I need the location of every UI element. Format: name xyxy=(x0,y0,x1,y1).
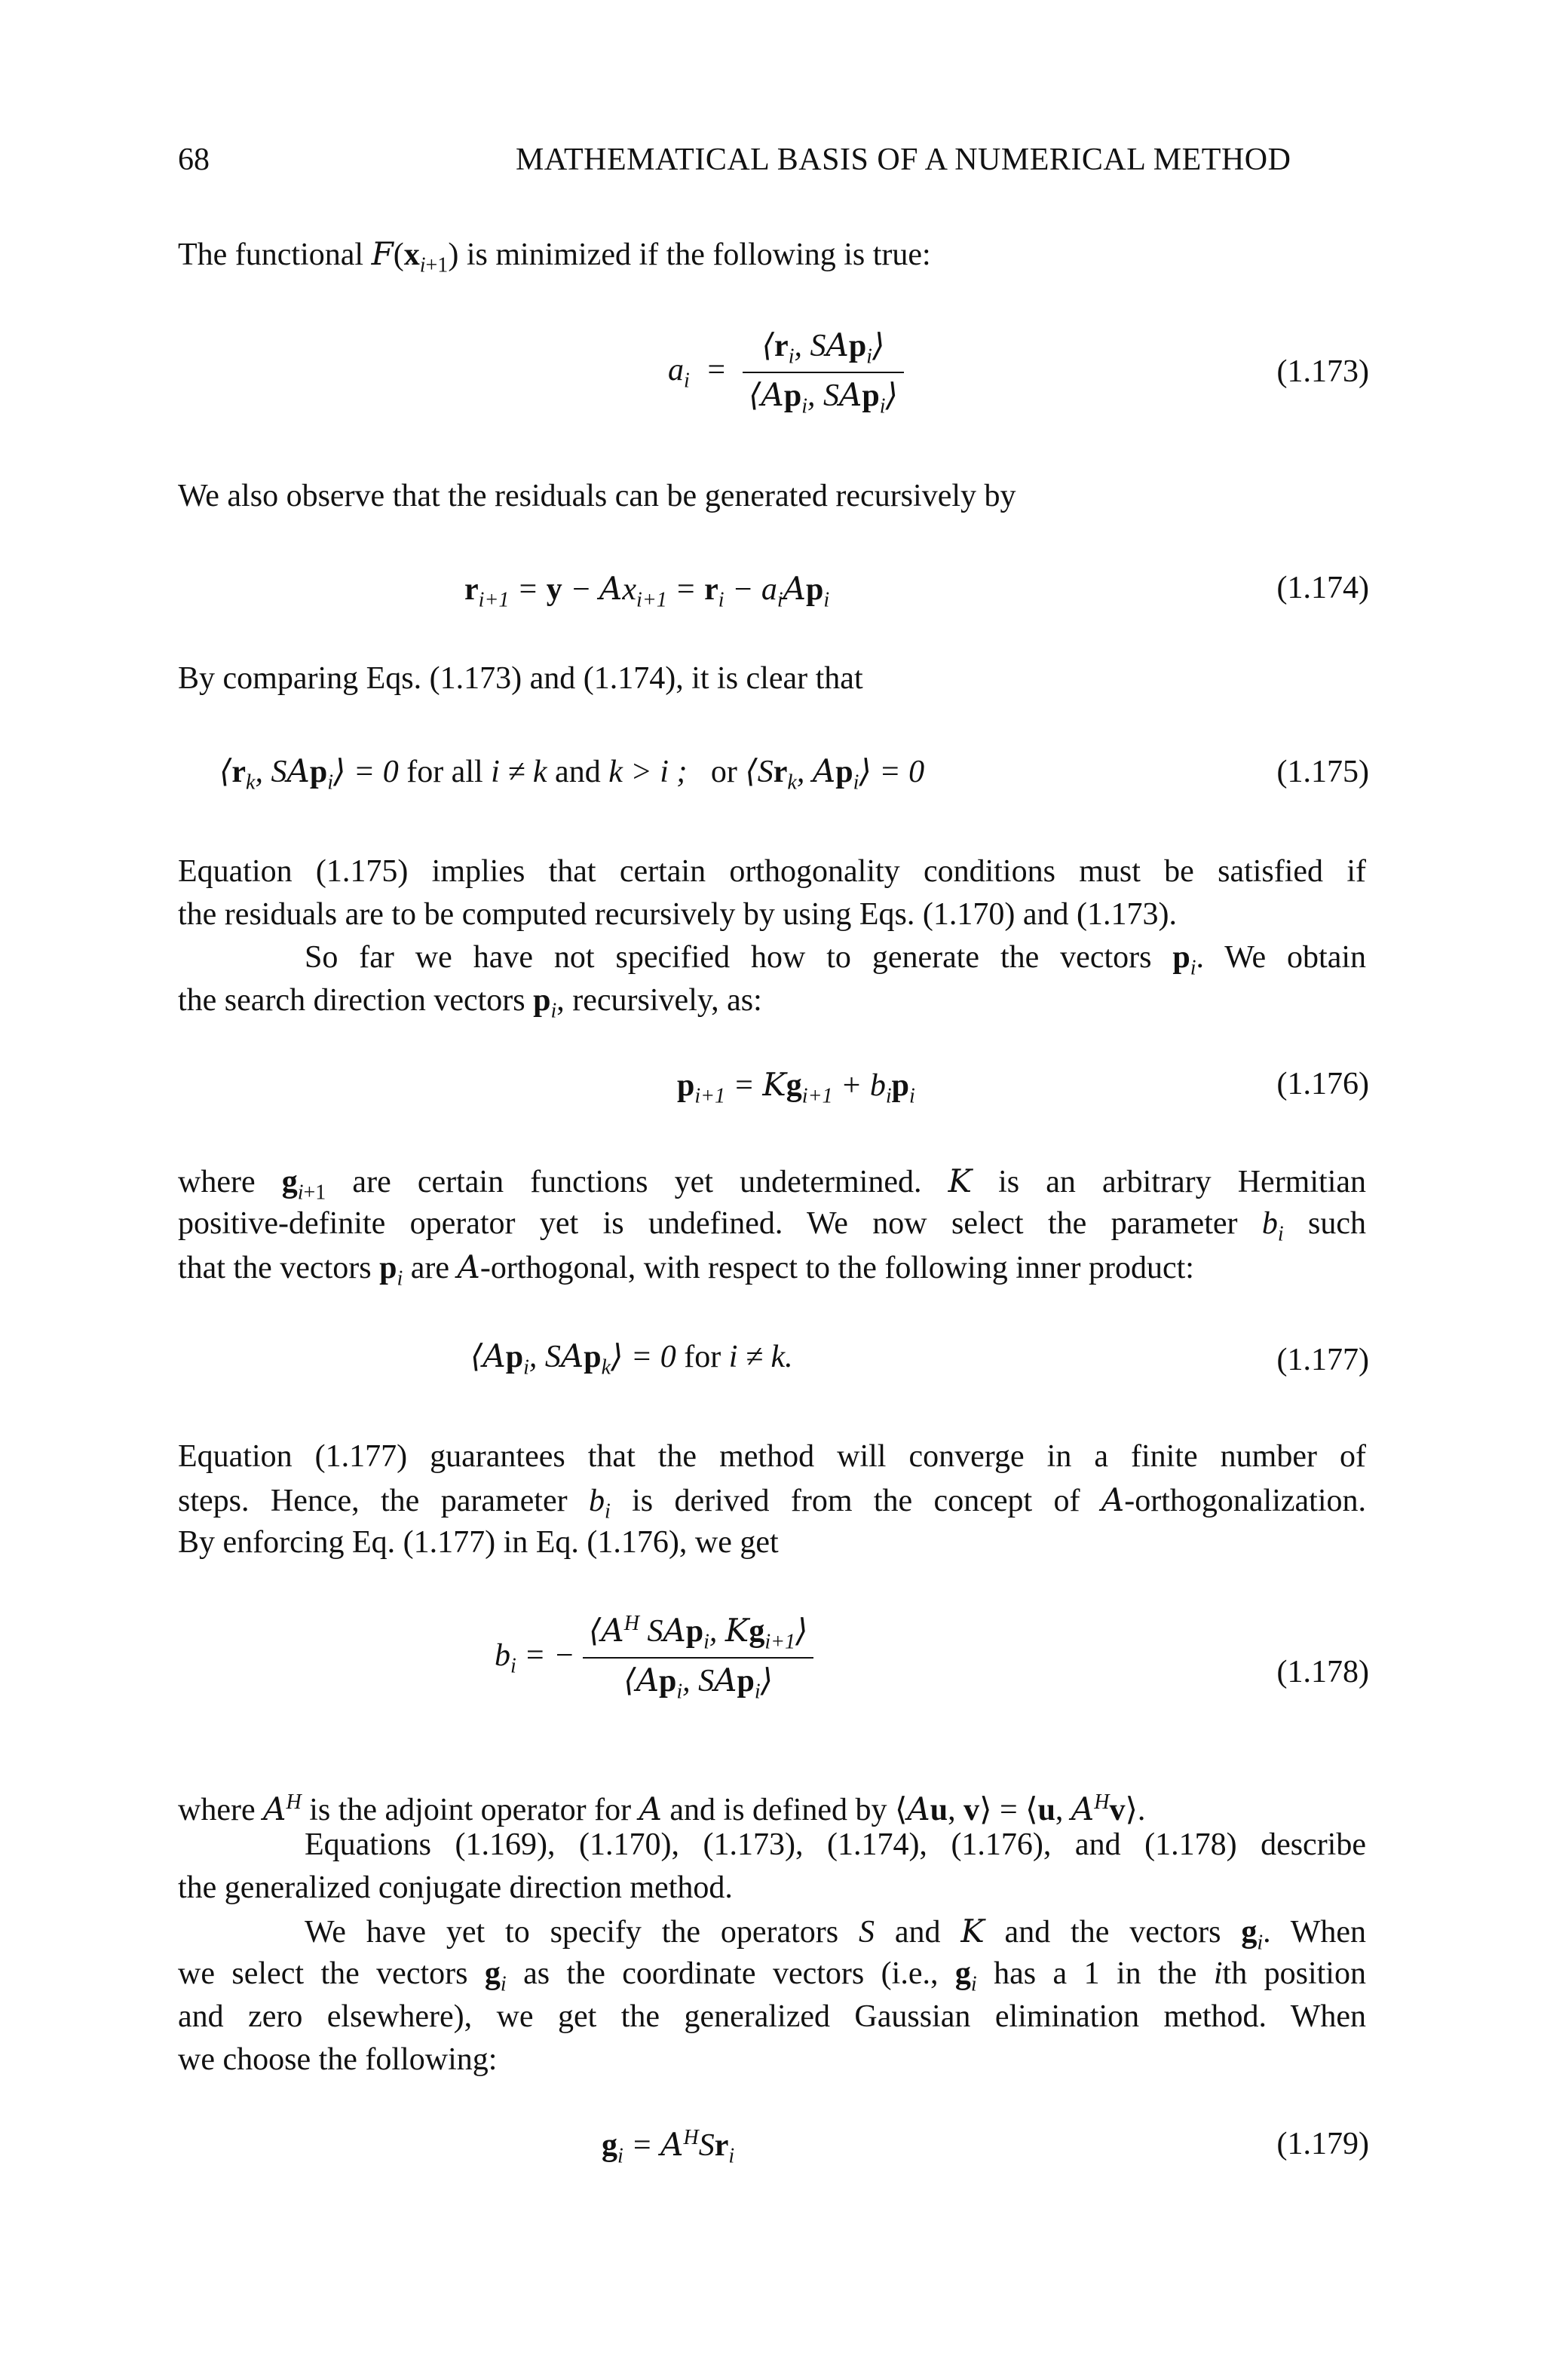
text-span: steps. Hence, the parameter xyxy=(178,1484,589,1518)
text-span: and is defined by xyxy=(661,1793,895,1827)
equation-1-173: $a_i$ = $\frac{⟨r_i, SAp_i⟩}{⟨Ap_i, SAp_i⟩}$ (1.173) xyxy=(668,326,1369,418)
page-header xyxy=(178,142,1346,187)
text-line: the generalized conjugate direction method. xyxy=(178,1870,733,1905)
text-span: for all xyxy=(398,755,492,789)
text-span: are certain functions yet undetermined. xyxy=(326,1165,948,1199)
text-span: is an arbitrary Hermitian xyxy=(972,1165,1367,1199)
text-span: So far we have not specified how to generate the vectors xyxy=(305,940,1173,975)
text-line: and zero elsewhere), we get the generalized Gaussian elimination method. When xyxy=(178,1999,1366,2034)
equation-1-178: $b_i$ = − $\frac{⟨A^H SAp_i, Kg_{i+1}⟩}{⟨Ap_i, SAp_i⟩}$ (1.178) xyxy=(495,1612,1369,1704)
equation-1-179: $g_i = A^HSr_i$ (1.179) xyxy=(602,2126,1369,2168)
text-span: . When xyxy=(1263,1915,1366,1950)
page-number: 68 xyxy=(178,142,210,177)
equation-number: (1.178) xyxy=(1276,1655,1369,1689)
text-line: By comparing Eqs. (1.173) and (1.174), it is clear that xyxy=(178,661,863,696)
text-span: The functional xyxy=(178,237,372,272)
text-line: Equations (1.169), (1.170), (1.173), (1.174), (1.176), and (1.178) describe xyxy=(305,1827,1366,1862)
text-span: for xyxy=(684,1340,729,1374)
text-line: We also observe that the residuals can be generated recursively by xyxy=(178,479,1016,513)
paragraph-9 xyxy=(178,1824,1366,1910)
equation-1-175: $⟨r_k$, SAp$_i$⟩ = 0 for all i ≠ k and k > i ; or $⟨Sr_k$, $Ap_i⟩ = 0$ (1.175) xyxy=(219,752,1369,795)
text-span: . We obtain xyxy=(1196,940,1367,975)
text-span: is minimized if the following is true: xyxy=(458,237,931,272)
paragraph-8: where $A^H$ is the adjoint operator for A and is defined by ⟨Au, v⟩ = ⟨u, $A^Hv⟩$. xyxy=(178,1790,1146,1827)
paragraph-5: So far we have not specified how to generate the vectors $p_i$. We obtain the search direction vectors $p_i$, recursively, as: xyxy=(178,940,1367,1023)
text-span: positive-definite operator yet is undefined. We now select the parameter xyxy=(178,1206,1262,1241)
text-span: as the coordinate vectors (i.e., xyxy=(506,1956,955,1991)
equation-number: (1.174) xyxy=(1276,571,1369,605)
paragraph-4 xyxy=(178,850,1366,936)
text-line: the residuals are to be computed recursively by using Eqs. (1.170) and (1.173). xyxy=(178,897,1177,932)
paragraph-10: We have yet to specify the operators S and K and the vectors $g_i$. When we select the vectors $g_i$ as the coordinate vectors (i.e., $g_i$ has a 1 in the ith position and zero elsewhere), we get the generalized Gaussian elimination method. When we choose the following: xyxy=(178,1910,1366,2081)
text-span: is the adjoint operator for xyxy=(301,1793,639,1827)
text-span: is derived from the concept of xyxy=(610,1484,1101,1518)
text-span: we select the vectors xyxy=(178,1956,485,1991)
running-head: MATHEMATICAL BASIS OF A NUMERICAL METHOD xyxy=(516,142,1291,177)
text-span: We have yet to specify the operators xyxy=(305,1915,859,1950)
equation-number: (1.175) xyxy=(1276,755,1369,789)
equation-number: (1.177) xyxy=(1276,1343,1369,1377)
paragraph-6: where $g_{i+1}$ are certain functions yet undetermined. K is an arbitrary Hermitian positive-definite operator yet is undefined. We now select the parameter $b_i$ such that the vectors $p_i$ are A-orthogonal, with respect to the following inner product: xyxy=(178,1162,1367,1291)
text-span: th position xyxy=(1222,1956,1366,1991)
paragraph-1: The functional $F(x_{i+1})$ is minimized if the following is true: xyxy=(178,235,931,277)
text-span: and the vectors xyxy=(984,1915,1242,1950)
text-span: -orthogonal, with respect to the following inner product: xyxy=(479,1251,1194,1285)
text-span: , recursively, as: xyxy=(556,983,762,1018)
text-span: and xyxy=(874,1915,961,1950)
paragraph-2 xyxy=(178,475,1366,518)
text-span: or xyxy=(710,755,737,789)
equation-number: (1.176) xyxy=(1276,1067,1369,1101)
paragraph-7: Equation (1.177) guarantees that the method will converge in a finite number of steps. Hence, the parameter $b_i$ is derived from the concept of A-orthogonalization. By enforcing Eq. (1.177) in Eq. (1.176), we get xyxy=(178,1435,1366,1564)
equation-1-176: $p_{i+1} = Kg_{i+1} + b_ip_i$ (1.176) xyxy=(677,1066,1369,1108)
text-span: are xyxy=(403,1251,458,1285)
text-span: the search direction vectors xyxy=(178,983,534,1018)
text-line: we choose the following: xyxy=(178,2042,498,2077)
equation-number: (1.179) xyxy=(1276,2127,1369,2161)
text-span: where xyxy=(178,1165,282,1199)
equation-1-174: $r_{i+1} = y - Ax_{i+1} = r_i - a_iAp_i$ (1.174) xyxy=(464,570,1369,612)
text-line: Equation (1.177) guarantees that the method will converge in a finite number of xyxy=(178,1439,1366,1474)
text-span: that the vectors xyxy=(178,1251,380,1285)
text-span: where xyxy=(178,1793,264,1827)
equation-1-177: $⟨Ap_i$, SAp$_k$⟩ = 0 for i ≠ k. (1.177) xyxy=(470,1337,1369,1380)
text-line: Equation (1.175) implies that certain orthogonality conditions must be satisfied if xyxy=(178,854,1366,889)
text-line: By enforcing Eq. (1.177) in Eq. (1.176), we get xyxy=(178,1525,779,1560)
equation-number: (1.173) xyxy=(1276,354,1369,389)
text-span: and xyxy=(547,755,609,789)
text-span: -orthogonalization. xyxy=(1124,1484,1366,1518)
text-span: has a 1 in the xyxy=(976,1956,1214,1991)
paragraph-3 xyxy=(178,657,1366,700)
text-span: such xyxy=(1283,1206,1366,1241)
